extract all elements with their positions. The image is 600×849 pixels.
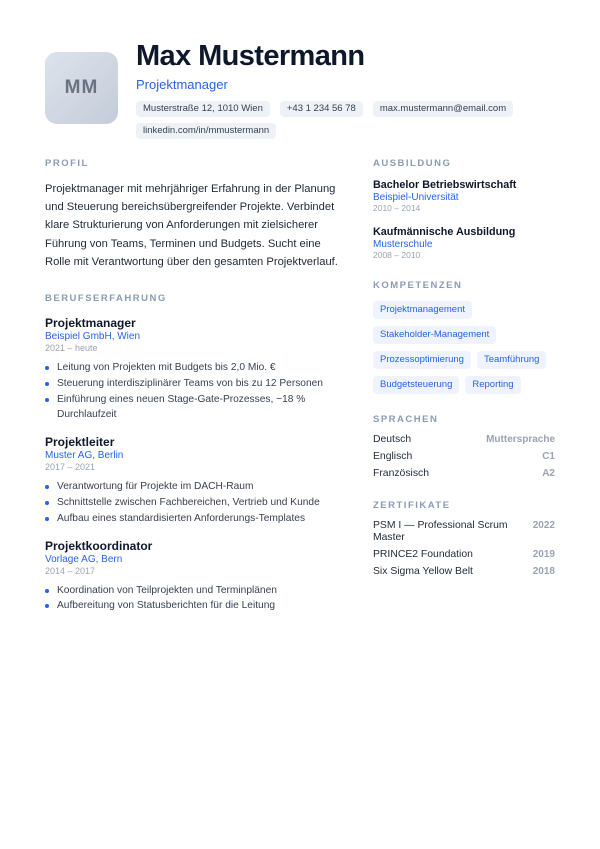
education-entry	[373, 226, 555, 260]
person-role: Projektmanager	[136, 77, 228, 92]
certificate-year: 2019	[532, 549, 555, 560]
certificate-row	[373, 549, 555, 561]
job-entry	[45, 435, 345, 526]
avatar-initials: MM	[64, 77, 99, 98]
contact-linkedin[interactable]: linkedin.com/in/mmustermann	[136, 123, 276, 139]
certificates-heading: ZERTIFIKATE	[373, 500, 451, 511]
job-bullet: Einführung eines neuen Stage-Gate-Prozesses, −18 % Durchlaufzeit	[45, 392, 345, 424]
certificate-row	[373, 566, 555, 578]
profile-text: Projektmanager mit mehrjähriger Erfahrung in der Planung und Steuerung bereichsübergreifender Projekte. Verbindet klare Strukturierung von Anforderungen mit zielsicherer Führung von Teams, Terminen und Budgets. Sucht eine Rolle mit Verantwortung über den gesamten Projektverlauf.	[45, 183, 338, 268]
languages-list	[373, 434, 555, 480]
job-company: Vorlage AG, Bern	[45, 553, 123, 565]
job-bullet: Aufbau eines standardisierten Anforderungs-Templates	[45, 511, 345, 527]
education-dates: 2010 – 2014	[373, 203, 421, 213]
language-level: Muttersprache	[486, 434, 555, 445]
certificate-name: PRINCE2 Foundation	[373, 549, 473, 560]
job-dates: 2021 – heute	[45, 343, 98, 354]
education-school: Musterschule	[373, 239, 433, 250]
contact-email[interactable]: max.mustermann@email.com	[373, 101, 513, 117]
job-bullet: Leitung von Projekten mit Budgets bis 2,0 Mio. €	[45, 360, 345, 376]
certificate-name: PSM I — Professional Scrum Master	[373, 520, 508, 543]
job-dates: 2017 – 2021	[45, 462, 96, 473]
certificate-row	[373, 520, 555, 544]
job-bullets	[45, 583, 345, 615]
avatar	[45, 52, 118, 124]
job-title: Projektkoordinator	[45, 538, 153, 553]
education-heading: AUSBILDUNG	[373, 158, 452, 169]
header-main	[136, 40, 566, 139]
job-bullet: Verantwortung für Projekte im DACH-Raum	[45, 479, 345, 495]
job-bullet: Aufbereitung von Statusberichten für die Leitung	[45, 598, 345, 614]
skill-tag: Prozessoptimierung	[373, 351, 471, 369]
job-company: Muster AG, Berlin	[45, 450, 124, 462]
left-column	[45, 158, 345, 614]
skill-tag: Projektmanagement	[373, 301, 472, 319]
contact-phone[interactable]: +43 1 234 56 78	[280, 101, 363, 117]
education-dates: 2008 – 2010	[373, 250, 421, 260]
skill-tag: Teamführung	[477, 351, 546, 369]
education-degree: Kaufmännische Ausbildung	[373, 226, 516, 238]
skill-tag: Budgetsteuerung	[373, 376, 459, 394]
language-name: Deutsch	[373, 434, 412, 445]
job-bullets	[45, 479, 345, 526]
job-dates: 2014 – 2017	[45, 565, 96, 576]
language-row	[373, 434, 555, 446]
education-degree: Bachelor Betriebswirtschaft	[373, 179, 517, 191]
skill-tag: Stakeholder-Management	[373, 326, 496, 344]
experience-heading: BERUFSERFAHRUNG	[45, 293, 167, 305]
language-name: Französisch	[373, 468, 430, 479]
contact-list	[136, 101, 556, 139]
skills-list	[373, 301, 555, 394]
job-bullets	[45, 360, 345, 423]
languages-heading: SPRACHEN	[373, 414, 439, 425]
contact-address: Musterstraße 12, 1010 Wien	[136, 101, 270, 117]
skills-heading: KOMPETENZEN	[373, 280, 463, 291]
person-name: Max Mustermann	[136, 40, 365, 72]
job-bullet: Schnittstelle zwischen Fachbereichen, Vertrieb und Kunde	[45, 495, 345, 511]
language-row	[373, 468, 555, 480]
language-name: Englisch	[373, 451, 413, 462]
job-company: Beispiel GmbH, Wien	[45, 331, 141, 343]
job-title: Projektleiter	[45, 435, 115, 450]
job-entry	[45, 539, 345, 615]
certificate-year: 2022	[532, 520, 555, 531]
profile-heading: PROFIL	[45, 158, 89, 169]
certificate-name: Six Sigma Yellow Belt	[373, 566, 473, 577]
education-school: Beispiel-Universität	[373, 192, 459, 203]
language-level: A2	[542, 468, 555, 479]
skill-tag: Reporting	[465, 376, 520, 394]
right-column	[373, 158, 555, 583]
job-bullet: Steuerung interdisziplinärer Teams von bis zu 12 Personen	[45, 376, 345, 392]
job-bullet: Koordination von Teilprojekten und Terminplänen	[45, 583, 345, 599]
language-row	[373, 451, 555, 463]
education-entry	[373, 179, 555, 213]
job-entry	[45, 316, 345, 423]
job-title: Projektmanager	[45, 316, 136, 331]
certificates-list	[373, 520, 555, 578]
language-level: C1	[542, 451, 555, 462]
certificate-year: 2018	[532, 566, 555, 577]
